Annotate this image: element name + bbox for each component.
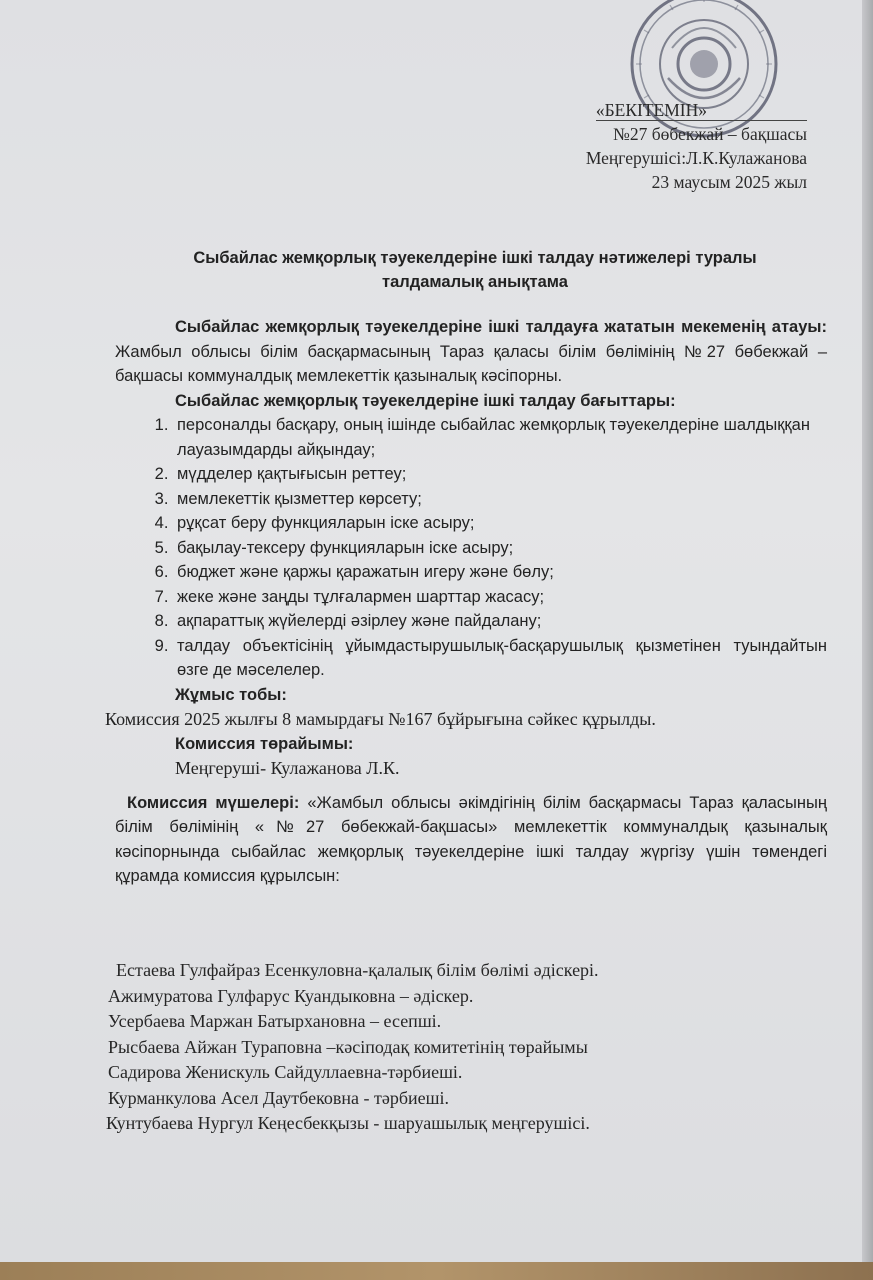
- title-line-1: Сыбайлас жемқорлық тәуекелдеріне ішкі талдау нәтижелері туралы: [193, 249, 757, 267]
- direction-item: 1. персоналды басқару, оның ішінде сыбайлас жемқорлық тәуекелдеріне шалдыққан лауазымдарды айқындау;: [173, 413, 827, 462]
- approval-head: Меңгерушісі:Л.К.Кулажанова: [585, 148, 807, 168]
- approval-date: 23 маусым 2025 жыл: [651, 172, 807, 192]
- directions-list: [115, 413, 827, 683]
- table-surface: [0, 1262, 873, 1280]
- document-title: [115, 246, 835, 294]
- direction-item: 8. ақпараттық жүйелерді әзірлеу және пайдалану;: [173, 609, 827, 634]
- page-edge: [862, 0, 873, 1262]
- member-item: Усербаева Маржан Батырхановна – есепші.: [108, 1011, 442, 1031]
- member-item: Садирова Женискуль Сайдуллаевна-тәрбиеші.: [108, 1062, 463, 1082]
- direction-item: 5. бақылау-тексеру функцияларын іске асыру;: [173, 536, 827, 561]
- organization-text: Жамбыл облысы білім басқармасының Тараз қаласы білім бөлімінің №27 бөбекжай – бақшасы коммуналдық мемлекеттік қазыналық кәсіпорны.: [115, 342, 827, 385]
- direction-item: 6. бюджет және қаржы қаражатын игеру және бөлу;: [173, 560, 827, 585]
- working-group-text: Комиссия 2025 жылғы 8 мамырдағы №167 бұйрығына сәйкес құрылды.: [105, 709, 656, 729]
- direction-item: 3. мемлекеттік қызметтер көрсету;: [173, 487, 827, 512]
- directions-heading: Сыбайлас жемқорлық тәуекелдеріне ішкі талдау бағыттары:: [175, 391, 676, 410]
- members-label: Комиссия мүшелері:: [127, 793, 300, 812]
- direction-item: 9. талдау объектісінің ұйымдастырушылық-басқарушылық қызметінен туындайтын өзге де мәселелер.: [173, 634, 827, 683]
- member-item: Кунтубаева Нургул Кеңесбекқызы - шаруашылық меңгерушісі.: [106, 1113, 590, 1133]
- working-group-heading: Жұмыс тобы:: [175, 685, 287, 704]
- document-body: [105, 315, 827, 889]
- member-item: Естаева Гулфайраз Есенкуловна-қалалық білім бөлімі әдіскері.: [116, 960, 599, 980]
- member-item: Рысбаева Айжан Тураповна –кәсіподақ комитетінің төрайымы: [108, 1036, 588, 1057]
- members-paragraph: [115, 791, 827, 889]
- approval-org: №27 бөбекжай – бақшасы: [613, 124, 807, 144]
- chair-text: Меңгеруші- Кулажанова Л.К.: [175, 758, 400, 778]
- member-item: Ажимуратова Гулфарус Куандыковна – әдіскер.: [108, 985, 474, 1006]
- organization-label: Сыбайлас жемқорлық тәуекелдеріне ішкі талдауға жататын мекеменің атауы:: [175, 318, 827, 336]
- members-list: [108, 958, 828, 1137]
- chair-heading: Комиссия төрайымы:: [175, 734, 354, 753]
- title-line-2: талдамалық анықтама: [382, 273, 568, 291]
- approval-block: [586, 98, 807, 194]
- direction-item: 2. мүдделер қақтығысын реттеу;: [173, 462, 827, 487]
- approval-heading: «БЕКІТЕМІН»: [596, 100, 807, 121]
- member-item: Курманкулова Асел Даутбековна - тәрбиеші.: [108, 1087, 450, 1108]
- organization-paragraph: [115, 315, 827, 389]
- direction-item: 4. рұқсат беру функцияларын іске асыру;: [173, 511, 827, 536]
- members-text: «Жамбыл облысы әкімдігінің білім басқармасы Тараз қаласының білім бөлімінің «№27 бөбекжай-бақшасы» мемлекеттік коммуналдық қазыналық кәсіпорнында сыбайлас жемқорлық тәуекелдеріне ішкі талдау жүргізу үшін төмендегі құрамда комиссия құрылсын:: [115, 793, 827, 885]
- direction-item: 7. жеке және заңды тұлғалармен шарттар жасасу;: [173, 585, 827, 610]
